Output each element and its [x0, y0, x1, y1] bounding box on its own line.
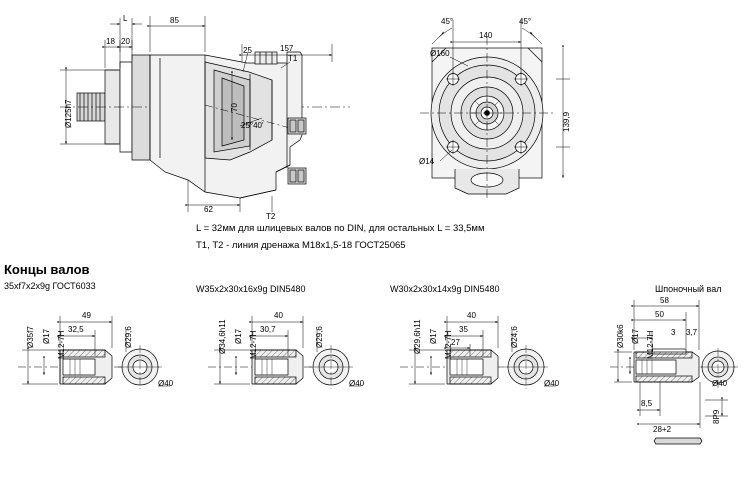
v4-dim-58: 58: [660, 296, 669, 305]
v2-dim-30-7: 30,7: [260, 325, 276, 334]
dim-angle-45-left: 45°: [441, 17, 454, 26]
shaft-title-4: Шпоночный вал: [655, 284, 722, 294]
label-T1: T1: [288, 54, 298, 63]
v2-dim-40: 40: [274, 311, 283, 320]
label-T2: T2: [266, 212, 276, 221]
dim-L: L: [123, 14, 128, 23]
v4-dim-40: Ø40: [712, 379, 728, 388]
note-length: L = 32мм для шлицевых валов по DIN, для остальных L = 33,5мм: [196, 223, 485, 234]
v3-dim-m12: M12-7H: [444, 330, 453, 359]
dim-angle-45-right: 45°: [519, 17, 532, 26]
v4-dim-3: 3: [671, 328, 676, 337]
shaft-variant-2: [208, 316, 361, 389]
v4-dim-3-7: 3,7: [686, 328, 698, 337]
dim-139-9: 139,9: [562, 111, 571, 132]
v3-dim-35: 35: [459, 325, 468, 334]
dim-70: 70: [230, 103, 239, 112]
v4-dim-30k6: Ø30k6: [616, 324, 625, 348]
dim-85: 85: [170, 16, 179, 25]
dim-25: 25: [243, 46, 252, 55]
shaft-title-3: W30x2x30x14x9g DIN5480: [390, 284, 500, 294]
v3-dim-24-6: Ø24,6: [510, 326, 519, 348]
v3-dim-29-6h11: Ø29,6h11: [413, 319, 422, 354]
v3-dim-40-r: Ø40: [544, 379, 560, 388]
motor-side-view: [60, 52, 350, 198]
dim-140: 140: [479, 31, 493, 40]
v4-dim-8-5: 8,5: [641, 399, 653, 408]
dim-20: 20: [121, 37, 130, 46]
dim-157: 157: [280, 44, 294, 53]
v1-dim-29-6: Ø29,6: [124, 326, 133, 348]
shaft-variant-3: [400, 316, 556, 389]
v3-dim-27: 27: [451, 338, 460, 347]
v2-dim-40-r: Ø40: [349, 379, 365, 388]
v4-dim-28-2: 28+2: [653, 425, 672, 434]
dim-angle-2540: 25°40': [241, 121, 264, 130]
dim-125h7: Ø125h7: [64, 99, 73, 128]
shaft-title-1: 35xf7x2x9g ГОСТ6033: [4, 281, 96, 291]
v3-dim-17: Ø17: [429, 328, 438, 344]
v4-dim-17: Ø17: [631, 328, 640, 344]
v1-dim-49: 49: [82, 311, 91, 320]
v1-dim-m12: M12-7H: [57, 330, 66, 359]
v2-dim-m12: M12-7H: [249, 330, 258, 359]
shaft-variant-1: [18, 316, 170, 389]
v1-dim-17: Ø17: [42, 328, 51, 344]
v4-dim-m12: M12-7H: [646, 330, 655, 359]
dim-14: Ø14: [419, 157, 435, 166]
v4-dim-8p9: 8P9: [712, 409, 721, 424]
shaft-title-2: W35x2x30x16x9g DIN5480: [196, 284, 306, 294]
v2-dim-17: Ø17: [234, 328, 243, 344]
v4-dim-50: 50: [655, 310, 664, 319]
v2-dim-34-6h11: Ø34,6h11: [218, 319, 227, 354]
dim-160: Ø160: [430, 49, 450, 58]
v2-dim-29-6: Ø29,6: [315, 326, 324, 348]
dim-62: 62: [204, 205, 213, 214]
note-drainage: Т1, Т2 - линия дренажа М18х1,5-18 ГОСТ25065: [196, 240, 406, 251]
dim-18: 18: [106, 37, 115, 46]
v1-dim-32-5: 32,5: [68, 325, 84, 334]
v1-dim-40: Ø40: [158, 379, 174, 388]
v1-dim-35f7: Ø35f7: [26, 326, 35, 348]
section-heading-shaft-ends: Концы валов: [4, 262, 90, 277]
v3-dim-40: 40: [467, 311, 476, 320]
motor-end-view: [420, 36, 556, 200]
